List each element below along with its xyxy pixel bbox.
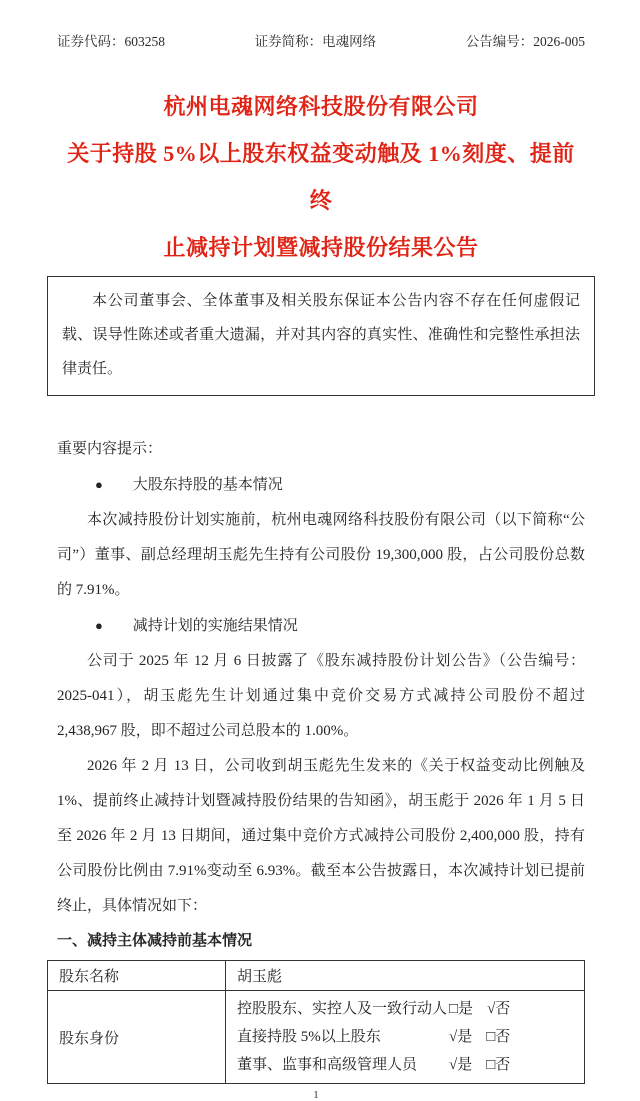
page-number: 1 xyxy=(313,1089,319,1101)
checkbox-no-option: □否 xyxy=(486,1029,511,1045)
announcement-number: 公告编号：2026-005 xyxy=(465,34,585,49)
paragraph-shareholding-before: 本次减持股份计划实施前，杭州电魂网络科技股份有限公司（以下简称“公司”）董事、副总经理胡玉彪先生持有公司股份 19,300,000 股，占公司股份总数的 7.91%。 xyxy=(57,512,585,598)
paragraph-plan-disclosure: 公司于 2025 年 12 月 6 日披露了《股东减持股份计划公告》（公告编号：2025-041），胡玉彪先生计划通过集中竞价交易方式减持公司股份不超过 2,438,967 股，即不超过公司总股本的 1.00%。 xyxy=(57,653,585,739)
identity-item-director xyxy=(237,1051,573,1079)
document-header xyxy=(57,30,585,50)
shareholder-name-label: 股东名称 xyxy=(48,961,226,991)
stock-code: 证券代码：603258 xyxy=(57,34,165,49)
table-row-shareholder-name xyxy=(48,961,585,991)
identity-item-label: 直接持股 5%以上股东 xyxy=(237,1029,381,1045)
identity-item-label: 控股股东、实控人及一致行动人 xyxy=(237,1001,448,1017)
document-title xyxy=(57,83,585,271)
checkbox-yes-option: √是 xyxy=(449,1029,473,1045)
stock-name: 证券简称：电魂网络 xyxy=(254,34,377,49)
checkbox-yes-option: □是 xyxy=(449,1001,474,1017)
important-note-label: 重要内容提示： xyxy=(57,441,163,457)
checkbox-yes-option: √是 xyxy=(449,1057,473,1073)
identity-item-label: 董事、监事和高级管理人员 xyxy=(237,1057,418,1073)
section-heading-1: 一、减持主体减持前基本情况 xyxy=(57,933,253,949)
identity-item-controlling xyxy=(237,995,573,1023)
bullet-item-shareholding xyxy=(57,467,585,503)
identity-item-direct-5pct xyxy=(237,1023,573,1051)
title-line-1: 杭州电魂网络科技股份有限公司 xyxy=(163,94,479,119)
bullet-item-plan-result xyxy=(57,608,585,644)
shareholder-info-table xyxy=(47,960,585,1084)
title-line-3: 止减持计划暨减持股份结果公告 xyxy=(163,235,479,260)
table-row-shareholder-identity xyxy=(48,991,585,1084)
disclaimer-text: 本公司董事会、全体董事及相关股东保证本公告内容不存在任何虚假记载、误导性陈述或者重大遗漏，并对其内容的真实性、准确性和完整性承担法律责任。 xyxy=(62,293,580,377)
bullet-item-label: 减持计划的实施结果情况 xyxy=(132,618,298,634)
shareholder-name-value: 胡玉彪 xyxy=(226,961,585,991)
shareholder-identity-label: 股东身份 xyxy=(48,991,226,1084)
checkbox-no-option: □否 xyxy=(486,1057,511,1073)
checkbox-no-option: √否 xyxy=(487,1001,511,1017)
disclaimer-box xyxy=(47,276,595,396)
bullet-icon: ● xyxy=(95,618,103,633)
paragraph-plan-result: 2026 年 2 月 13 日，公司收到胡玉彪先生发来的《关于权益变动比例触及 1%、提前终止减持计划暨减持股份结果的告知函》，胡玉彪于 2026 年 1 月 5 日至 2026 年 2 月 13 日期间，通过集中竞价方式减持公司股份 2,400,000 股，持有公司股份比例由 7.91%变动至 6.93%。截至本公告披露日，本次减持计划已提前终止，具体情况如下： xyxy=(57,758,585,914)
bullet-icon: ● xyxy=(95,477,103,492)
shareholder-identity-cell xyxy=(226,991,585,1084)
bullet-item-label: 大股东持股的基本情况 xyxy=(132,477,283,493)
title-line-2: 关于持股 5%以上股东权益变动触及 1%刻度、提前终 xyxy=(67,141,575,213)
